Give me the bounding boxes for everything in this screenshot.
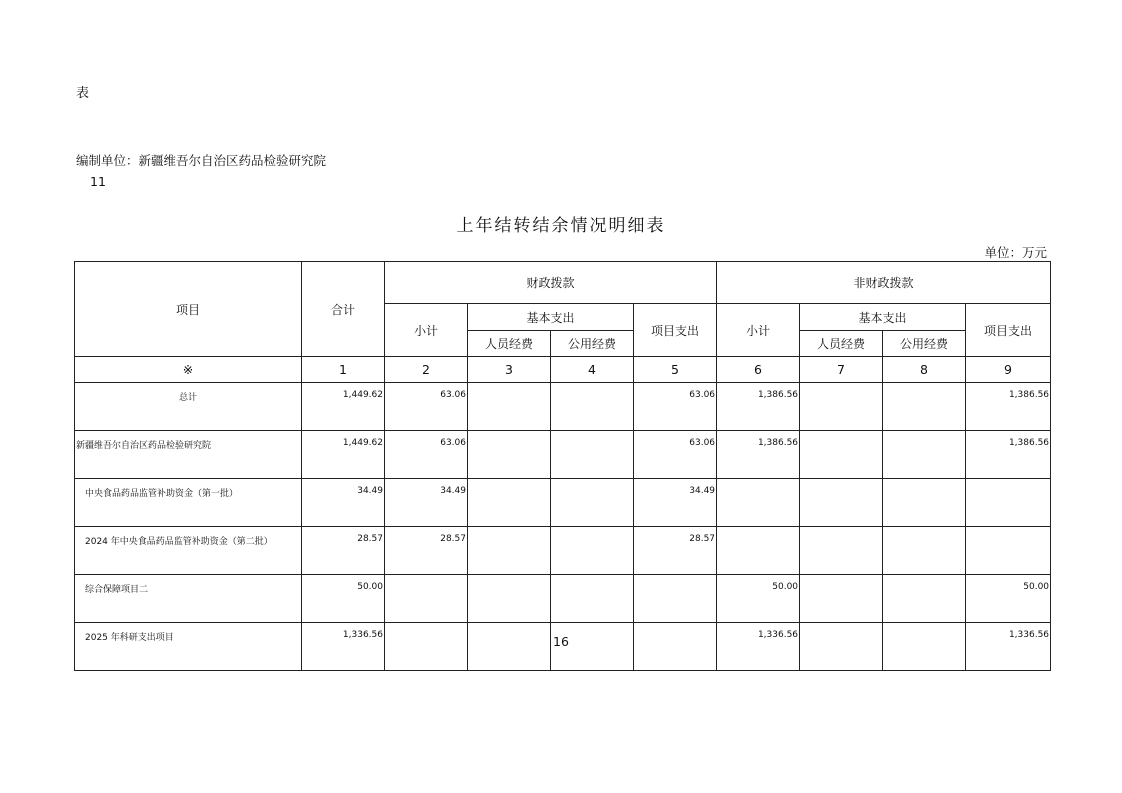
- unit-label: 单位：万元: [984, 245, 1047, 260]
- cell-fiscal-public: [551, 575, 634, 623]
- cell-fiscal-public: [551, 383, 634, 431]
- row-name: 2024 年中央食品药品监管补助资金（第二批）: [75, 527, 302, 575]
- index-cell: 3: [468, 357, 551, 383]
- row-name: 新疆维吾尔自治区药品检验研究院: [75, 431, 302, 479]
- cell-total: 34.49: [302, 479, 385, 527]
- header-fiscal-personnel: 人员经费: [468, 331, 551, 357]
- header-total: 合计: [302, 262, 385, 357]
- cell-fiscal-subtotal: 63.06: [385, 431, 468, 479]
- cell-non-fiscal-public: [883, 479, 966, 527]
- cell-non-fiscal-personnel: [800, 575, 883, 623]
- table-row: [75, 575, 1051, 623]
- index-cell: 7: [800, 357, 883, 383]
- header-non-fiscal-personnel: 人员经费: [800, 331, 883, 357]
- cell-fiscal-public: [551, 431, 634, 479]
- document-number: 11: [90, 174, 106, 189]
- cell-fiscal-subtotal: 63.06: [385, 383, 468, 431]
- index-cell: 2: [385, 357, 468, 383]
- cell-non-fiscal-subtotal: 50.00: [717, 575, 800, 623]
- cell-fiscal-project: 63.06: [634, 383, 717, 431]
- header-fiscal-project: 项目支出: [634, 304, 717, 357]
- cell-total: 28.57: [302, 527, 385, 575]
- header-fiscal-public: 公用经费: [551, 331, 634, 357]
- table-row: [75, 431, 1051, 479]
- cell-fiscal-subtotal: 28.57: [385, 527, 468, 575]
- cell-fiscal-project: [634, 575, 717, 623]
- header-non-fiscal-basic: 基本支出: [800, 304, 966, 331]
- cell-non-fiscal-public: [883, 527, 966, 575]
- cell-non-fiscal-personnel: [800, 383, 883, 431]
- cell-non-fiscal-project: 50.00: [966, 575, 1051, 623]
- cell-fiscal-project: 34.49: [634, 479, 717, 527]
- row-name: 中央食品药品监管补助资金（第一批）: [75, 479, 302, 527]
- cell-non-fiscal-public: [883, 431, 966, 479]
- cell-fiscal-subtotal: [385, 575, 468, 623]
- cell-non-fiscal-subtotal: [717, 527, 800, 575]
- cell-non-fiscal-personnel: [800, 431, 883, 479]
- index-cell: 5: [634, 357, 717, 383]
- cell-total: 1,336.56: [302, 623, 385, 671]
- header-non-fiscal-project: 项目支出: [966, 304, 1051, 357]
- header-non-fiscal-public: 公用经费: [883, 331, 966, 357]
- cell-total: 1,449.62: [302, 383, 385, 431]
- cell-non-fiscal-public: [883, 575, 966, 623]
- cell-non-fiscal-project: 1,386.56: [966, 383, 1051, 431]
- cell-non-fiscal-personnel: [800, 527, 883, 575]
- page-title: 上年结转结余情况明细表: [456, 216, 666, 236]
- header-fiscal-basic: 基本支出: [468, 304, 634, 331]
- page-number: 16: [553, 634, 569, 649]
- document-type-label: 表: [76, 86, 90, 101]
- header-non-fiscal-subtotal: 小计: [717, 304, 800, 357]
- cell-fiscal-personnel: [468, 383, 551, 431]
- cell-non-fiscal-project: 1,386.56: [966, 431, 1051, 479]
- row-name: 总计: [75, 383, 302, 431]
- cell-fiscal-public: [551, 527, 634, 575]
- cell-fiscal-personnel: [468, 479, 551, 527]
- cell-fiscal-personnel: [468, 575, 551, 623]
- header-non-fiscal: 非财政拨款: [717, 262, 1051, 304]
- cell-non-fiscal-subtotal: 1,386.56: [717, 431, 800, 479]
- index-cell: 4: [551, 357, 634, 383]
- cell-non-fiscal-public: [883, 383, 966, 431]
- cell-non-fiscal-subtotal: 1,336.56: [717, 623, 800, 671]
- index-cell: 6: [717, 357, 800, 383]
- table-row: [75, 383, 1051, 431]
- index-cell: 8: [883, 357, 966, 383]
- cell-non-fiscal-project: 1,336.56: [966, 623, 1051, 671]
- organization-label: 编制单位：新疆维吾尔自治区药品检验研究院: [76, 153, 327, 168]
- header-fiscal: 财政拨款: [385, 262, 717, 304]
- cell-fiscal-public: [551, 479, 634, 527]
- row-name: 2025 年科研支出项目: [75, 623, 302, 671]
- cell-total: 1,449.62: [302, 431, 385, 479]
- table-row: [75, 527, 1051, 575]
- header-fiscal-subtotal: 小计: [385, 304, 468, 357]
- row-name: 综合保障项目二: [75, 575, 302, 623]
- cell-non-fiscal-project: [966, 527, 1051, 575]
- cell-non-fiscal-subtotal: 1,386.56: [717, 383, 800, 431]
- carryover-balance-table: [74, 261, 1051, 671]
- cell-fiscal-subtotal: 34.49: [385, 479, 468, 527]
- header-item: 项目: [75, 262, 302, 357]
- table-row: [75, 479, 1051, 527]
- cell-non-fiscal-personnel: [800, 479, 883, 527]
- index-row: [75, 357, 1051, 383]
- cell-fiscal-personnel: [468, 527, 551, 575]
- cell-total: 50.00: [302, 575, 385, 623]
- cell-fiscal-project: 63.06: [634, 431, 717, 479]
- cell-fiscal-personnel: [468, 431, 551, 479]
- index-cell: ※: [75, 357, 302, 383]
- index-cell: 9: [966, 357, 1051, 383]
- index-cell: 1: [302, 357, 385, 383]
- cell-fiscal-project: 28.57: [634, 527, 717, 575]
- cell-non-fiscal-subtotal: [717, 479, 800, 527]
- cell-non-fiscal-project: [966, 479, 1051, 527]
